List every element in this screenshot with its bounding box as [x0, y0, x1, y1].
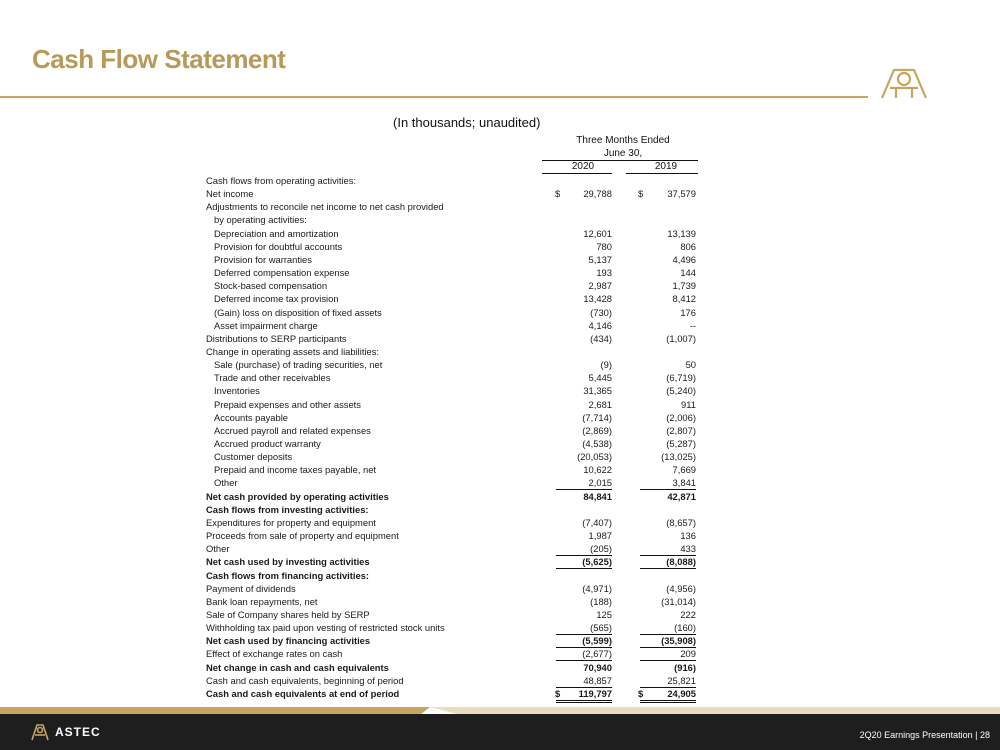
row-label: Distributions to SERP participants	[206, 332, 347, 344]
row-label: Stock-based compensation	[214, 280, 328, 292]
value-2019: (2,807)	[666, 424, 696, 436]
value-2019: 433	[640, 542, 696, 556]
table-row	[0, 608, 1000, 621]
value-2020: (2,677)	[556, 647, 612, 661]
dollar-sign: $	[555, 687, 561, 699]
row-label: Change in operating assets and liabilities:	[206, 345, 380, 357]
row-label: Cash flows from financing activities:	[206, 569, 370, 581]
value-2020: (205)	[556, 542, 612, 556]
table-row	[0, 621, 1000, 634]
value-2020: (9)	[600, 359, 612, 371]
table-row	[0, 253, 1000, 266]
value-2019: 42,871	[667, 490, 696, 502]
period-header-line1: Three Months Ended	[576, 135, 670, 146]
value-2019: 13,139	[667, 227, 696, 239]
value-2019: (1,007)	[666, 332, 696, 344]
footer-page-label: 2Q20 Earnings Presentation | 28	[859, 730, 990, 740]
row-label: Other	[206, 543, 230, 555]
table-row	[0, 292, 1000, 305]
value-2020: (565)	[556, 621, 612, 635]
page-title: Cash Flow Statement	[32, 44, 286, 74]
table-row	[0, 437, 1000, 450]
value-2020: (2,869)	[582, 424, 612, 436]
row-label: (Gain) loss on disposition of fixed assets	[214, 306, 382, 318]
value-2020: 2,987	[588, 280, 612, 292]
row-label: Net change in cash and cash equivalents	[206, 661, 389, 673]
value-2019: (5,287)	[666, 438, 696, 449]
table-row	[0, 371, 1000, 384]
row-label: Net income	[206, 188, 254, 200]
table-row	[0, 634, 1000, 647]
row-label: Proceeds from sale of property and equipment	[206, 530, 399, 542]
column-header-2020: 2020	[571, 161, 595, 172]
value-2020: 70,940	[583, 661, 612, 673]
table-row	[0, 490, 1000, 503]
value-2020: 4,146	[588, 319, 612, 331]
row-label: Cash flows from operating activities:	[206, 175, 357, 186]
row-label: Customer deposits	[214, 451, 293, 463]
value-2019: 806	[680, 240, 696, 252]
table-row	[0, 398, 1000, 411]
row-label: Deferred income tax provision	[214, 293, 339, 305]
value-2020: (4,971)	[582, 582, 612, 594]
row-label: Prepaid and income taxes payable, net	[214, 464, 377, 476]
value-2019: (5,240)	[666, 385, 696, 397]
table-row	[0, 319, 1000, 332]
footer-brand: ASTEC	[55, 725, 101, 739]
table-row	[0, 674, 1000, 687]
table-row	[0, 358, 1000, 371]
value-2020: 48,857	[556, 674, 612, 688]
value-2019: --	[689, 319, 696, 331]
value-2019: (13,025)	[661, 451, 696, 463]
value-2020: (7,407)	[582, 516, 612, 528]
table-row	[0, 174, 1000, 187]
table-row	[0, 266, 1000, 279]
table-row	[0, 647, 1000, 660]
value-2019: (35,908)	[640, 634, 696, 648]
row-label: Net cash used by financing activities	[206, 635, 371, 647]
table-row	[0, 569, 1000, 582]
table-row	[0, 476, 1000, 489]
value-2019: (8,088)	[640, 555, 696, 569]
row-label: Cash flows from investing activities:	[206, 503, 369, 515]
row-label: Withholding tax paid upon vesting of restricted stock units	[206, 622, 445, 634]
value-2019: (4,956)	[666, 582, 696, 594]
value-2020: (434)	[590, 332, 612, 344]
row-label: Sale (purchase) of trading securities, net	[214, 359, 383, 371]
row-label: Adjustments to reconcile net income to net cash provided	[206, 201, 444, 213]
row-label: Bank loan repayments, net	[206, 595, 318, 607]
table-row	[0, 595, 1000, 608]
dollar-sign: $	[638, 687, 644, 699]
table-row	[0, 529, 1000, 542]
table-row	[0, 345, 1000, 358]
row-label: by operating activities:	[214, 214, 307, 226]
value-2020: 780	[596, 240, 612, 252]
row-label: Cash and cash equivalents at end of period	[206, 687, 400, 699]
row-label: Accrued payroll and related expenses	[214, 424, 371, 436]
row-label: Inventories	[214, 385, 260, 397]
value-2020: 1,987	[588, 530, 612, 542]
row-label: Provision for warranties	[214, 253, 312, 265]
value-2019: (160)	[640, 621, 696, 635]
row-label: Asset impairment charge	[214, 319, 318, 331]
dollar-sign: $	[638, 188, 644, 200]
value-2019: (916)	[674, 661, 696, 673]
value-2019: (6,719)	[666, 372, 696, 384]
value-2019: 24,905	[640, 687, 696, 703]
value-2020: 31,365	[583, 385, 612, 397]
value-2019: 209	[640, 647, 696, 661]
table-row	[0, 384, 1000, 397]
row-label: Provision for doubtful accounts	[214, 240, 343, 252]
table-row	[0, 516, 1000, 529]
value-2019: 144	[680, 267, 696, 279]
value-2019: 176	[680, 306, 696, 318]
astec-logo-icon	[876, 64, 932, 100]
value-2020: (5,599)	[556, 634, 612, 648]
value-2019: (31,014)	[661, 595, 696, 607]
row-label: Accrued product warranty	[214, 438, 321, 449]
column-header-2019: 2019	[654, 161, 678, 172]
value-2020: 13,428	[583, 293, 612, 305]
value-2020: 5,137	[588, 253, 612, 265]
units-note: (In thousands; unaudited)	[393, 115, 541, 130]
table-row	[0, 450, 1000, 463]
value-2019: 1,739	[672, 280, 696, 292]
table-row	[0, 227, 1000, 240]
value-2020: (4,538)	[582, 438, 612, 449]
value-2019: 7,669	[672, 464, 696, 476]
value-2020: 193	[596, 267, 612, 279]
dollar-sign: $	[555, 188, 561, 200]
value-2019: 25,821	[640, 674, 696, 688]
row-label: Payment of dividends	[206, 582, 296, 594]
value-2020: 125	[596, 608, 612, 620]
value-2020: (730)	[590, 306, 612, 318]
value-2020: 10,622	[583, 464, 612, 476]
value-2019: 4,496	[672, 253, 696, 265]
table-row	[0, 279, 1000, 292]
row-label: Depreciation and amortization	[214, 227, 339, 239]
value-2020: (188)	[590, 595, 612, 607]
table-row	[0, 213, 1000, 226]
row-label: Cash and cash equivalents, beginning of period	[206, 674, 404, 686]
value-2020: 5,445	[588, 372, 612, 384]
table-row	[0, 542, 1000, 555]
value-2019: 136	[680, 530, 696, 542]
row-label: Accounts payable	[214, 411, 289, 423]
period-header-line2: June 30,	[603, 148, 643, 159]
row-label: Net cash provided by operating activities	[206, 490, 389, 502]
table-row	[0, 463, 1000, 476]
value-2019: 37,579	[667, 188, 696, 200]
row-label: Other	[214, 477, 238, 489]
title-divider	[0, 96, 868, 98]
row-label: Prepaid expenses and other assets	[214, 398, 361, 410]
value-2020: (5,625)	[556, 555, 612, 569]
row-label: Deferred compensation expense	[214, 267, 350, 279]
table-row	[0, 187, 1000, 200]
table-row	[0, 555, 1000, 568]
value-2020: (7,714)	[582, 411, 612, 423]
table-row	[0, 200, 1000, 213]
table-row	[0, 306, 1000, 319]
footer-bar	[0, 714, 1000, 750]
table-row	[0, 503, 1000, 516]
row-label: Trade and other receivables	[214, 372, 331, 384]
row-label: Net cash used by investing activities	[206, 556, 370, 568]
table-row	[0, 661, 1000, 674]
value-2020: 84,841	[583, 490, 612, 502]
value-2019: 8,412	[672, 293, 696, 305]
value-2020: 2,015	[556, 476, 612, 490]
value-2019: 222	[680, 608, 696, 620]
value-2020: 29,788	[583, 188, 612, 200]
table-row	[0, 582, 1000, 595]
table-row	[0, 411, 1000, 424]
row-label: Effect of exchange rates on cash	[206, 648, 343, 660]
value-2020: 2,681	[588, 398, 612, 410]
value-2019: 50	[685, 359, 696, 371]
table-row	[0, 424, 1000, 437]
value-2019: 3,841	[640, 476, 696, 490]
row-label: Sale of Company shares held by SERP	[206, 608, 370, 620]
value-2019: (2,006)	[666, 411, 696, 423]
row-label: Expenditures for property and equipment	[206, 516, 376, 528]
value-2020: 119,797	[556, 687, 612, 703]
table-row	[0, 240, 1000, 253]
value-2020: (20,053)	[577, 451, 612, 463]
value-2019: 911	[681, 398, 696, 410]
table-row	[0, 687, 1000, 700]
astec-brand-icon	[30, 723, 50, 741]
value-2019: (8,657)	[666, 516, 696, 528]
table-row	[0, 332, 1000, 345]
value-2020: 12,601	[583, 227, 612, 239]
